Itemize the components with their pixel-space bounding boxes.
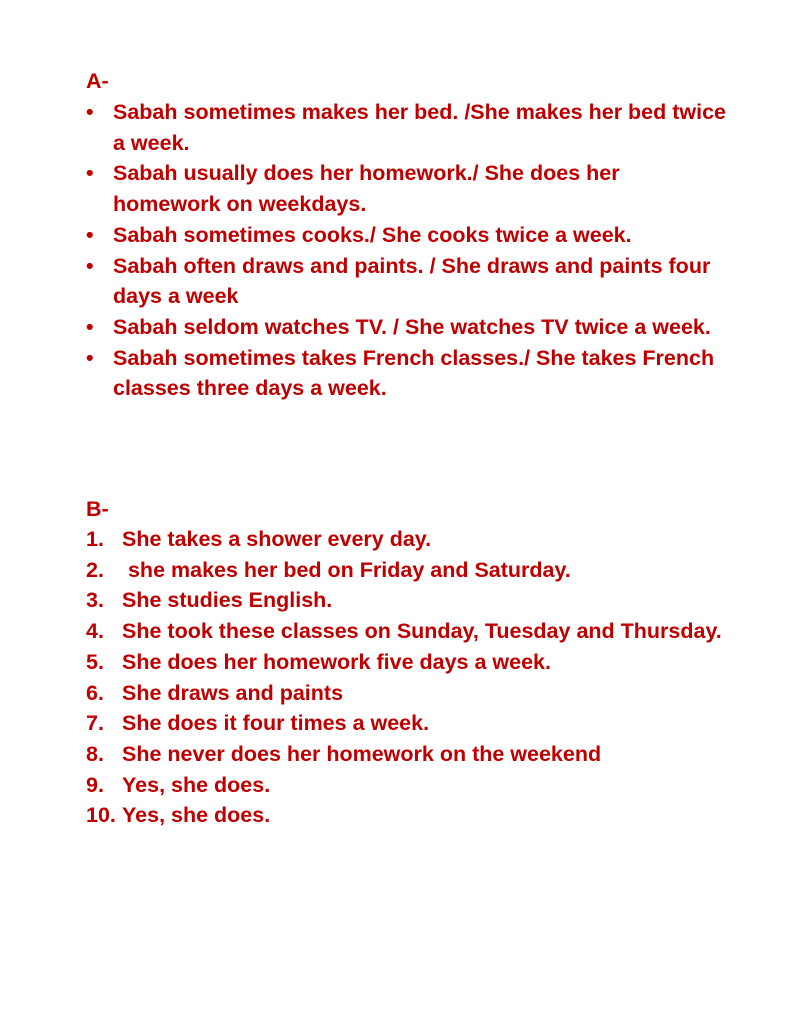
list-item bbox=[86, 524, 776, 555]
answer-text: She never does her homework on the weekend bbox=[122, 741, 602, 766]
item-number: 5. bbox=[86, 649, 104, 674]
list-item bbox=[86, 770, 776, 801]
list-item bbox=[86, 158, 726, 219]
answer-text: Sabah sometimes cooks./ She cooks twice a week. bbox=[113, 222, 632, 247]
list-item bbox=[86, 708, 776, 739]
item-number: 2. bbox=[86, 557, 104, 582]
answer-text: She takes a shower every day. bbox=[122, 527, 432, 551]
bullet-icon: • bbox=[86, 222, 94, 247]
answer-text: She does it four times a week. bbox=[122, 711, 430, 736]
list-item bbox=[86, 97, 726, 158]
list-item bbox=[86, 220, 726, 251]
item-number: 1. bbox=[86, 527, 104, 551]
list-item bbox=[86, 312, 726, 343]
item-number: 6. bbox=[86, 680, 104, 705]
item-number: 7. bbox=[86, 711, 104, 736]
bullet-icon: • bbox=[86, 345, 94, 370]
answer-text: She studies English. bbox=[122, 588, 333, 613]
item-number: 8. bbox=[86, 741, 104, 766]
section-b-label: B- bbox=[86, 497, 109, 521]
answer-text: Yes, she does. bbox=[122, 803, 271, 828]
list-item bbox=[86, 555, 776, 586]
list-item bbox=[86, 251, 726, 312]
section-b-list bbox=[86, 524, 776, 831]
item-number: 9. bbox=[86, 772, 104, 797]
answer-text: She does her homework five days a week. bbox=[122, 649, 551, 674]
answer-text: Sabah usually does her homework./ She does her homework on weekdays. bbox=[113, 161, 620, 217]
section-a-label: A- bbox=[86, 69, 109, 93]
answer-text: Sabah seldom watches TV. / She watches TV twice a week. bbox=[113, 314, 711, 339]
answer-text: She draws and paints bbox=[122, 680, 344, 705]
answer-text: Sabah often draws and paints. / She draws and paints four days a week bbox=[113, 253, 711, 309]
item-number: 4. bbox=[86, 619, 104, 644]
answer-text: Sabah sometimes takes French classes./ She takes French classes three days a week. bbox=[113, 345, 715, 401]
bullet-icon: • bbox=[86, 314, 94, 339]
list-item bbox=[86, 343, 726, 404]
bullet-icon: • bbox=[86, 100, 94, 124]
list-item bbox=[86, 678, 776, 709]
item-number: 10. bbox=[86, 803, 116, 828]
answer-text: Yes, she does. bbox=[122, 772, 271, 797]
answer-text: Sabah sometimes makes her bed. /She makes her bed twice a week. bbox=[113, 100, 727, 155]
section-a-list bbox=[86, 97, 726, 404]
item-number: 3. bbox=[86, 588, 104, 613]
list-item bbox=[86, 647, 776, 678]
answer-text: she makes her bed on Friday and Saturday. bbox=[122, 557, 571, 582]
list-item bbox=[86, 585, 776, 616]
bullet-icon: • bbox=[86, 161, 94, 186]
list-item bbox=[86, 739, 776, 770]
list-item bbox=[86, 800, 776, 831]
answer-text: She took these classes on Sunday, Tuesday and Thursday. bbox=[122, 619, 722, 644]
bullet-icon: • bbox=[86, 253, 94, 278]
list-item bbox=[86, 616, 776, 647]
